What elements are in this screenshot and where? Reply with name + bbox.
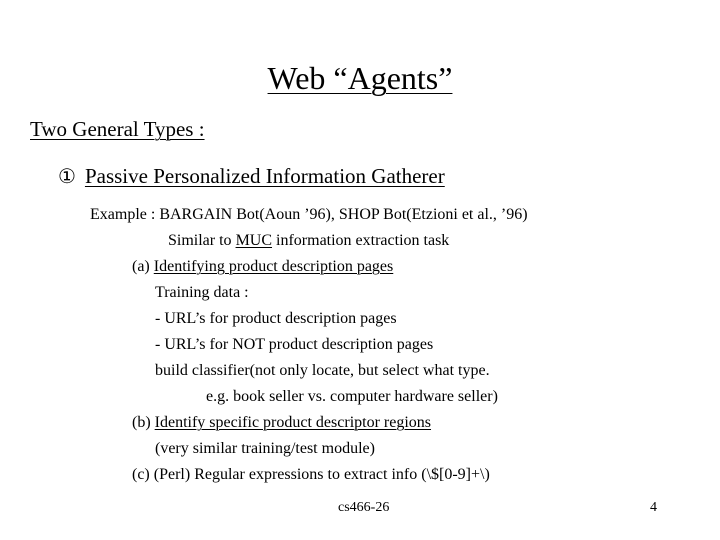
section-heading: Two General Types : <box>30 117 205 141</box>
slide-title: Web “Agents” <box>267 60 453 96</box>
item-b: (b) Identify specific product descriptor regions <box>132 414 432 431</box>
similar-line: Similar to MUC information extraction task <box>168 232 450 249</box>
classifier-line: build classifier(not only locate, but select what type. <box>155 362 490 379</box>
footer-course: cs466-26 <box>338 500 390 515</box>
training-data-line: Training data : <box>155 284 249 301</box>
bullet-text: Passive Personalized Information Gatherer <box>84 164 445 188</box>
training-item-2: - URL’s for NOT product description pages <box>155 336 434 353</box>
item-a: (a) Identifying product description pages <box>132 258 394 275</box>
muc-term: MUC <box>235 232 273 249</box>
training-item-1: - URL’s for product description pages <box>155 310 397 327</box>
item-b-heading: Identify specific product descriptor regions <box>154 414 432 431</box>
item-a-heading: Identifying product description pages <box>153 258 394 275</box>
module-line: (very similar training/test module) <box>155 440 375 457</box>
example-line: Example : BARGAIN Bot(Aoun ’96), SHOP Bot(Etzioni et al., ’96) <box>90 206 528 223</box>
page-number: 4 <box>650 500 657 515</box>
bullet-item <box>58 164 445 189</box>
circled-one-icon: ① <box>58 166 76 188</box>
item-c: (c) (Perl) Regular expressions to extract info (\$[0-9]+\) <box>132 466 490 483</box>
example-seller-line: e.g. book seller vs. computer hardware seller) <box>206 388 498 405</box>
